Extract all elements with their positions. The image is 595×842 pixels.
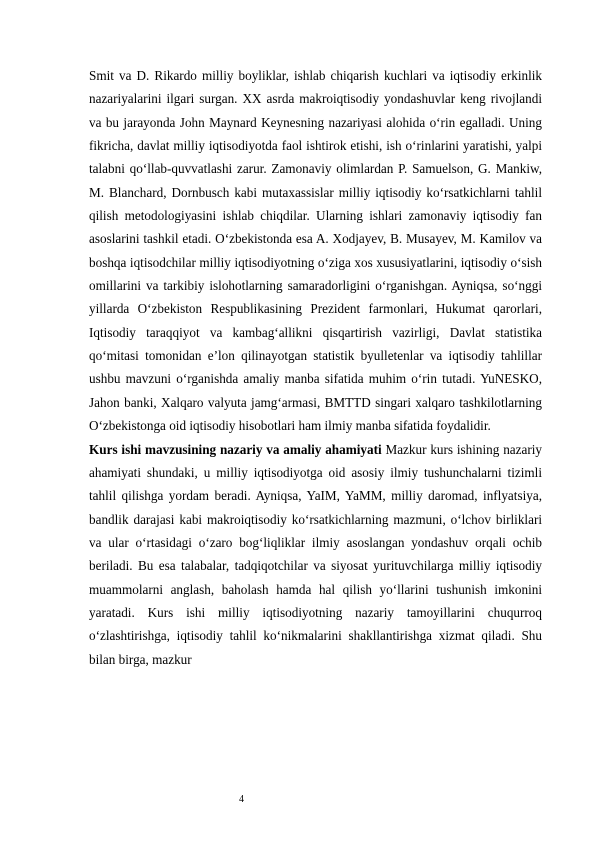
page-number: 4 (239, 794, 244, 805)
section-paragraph (89, 438, 542, 671)
document-page (89, 64, 542, 671)
section-heading: Kurs ishi mavzusining nazariy va amaliy ahamiyati (89, 441, 382, 457)
section-paragraph-text: Mazkur kurs ishining nazariy ahamiyati shundaki, u milliy iqtisodiyotga oid asosiy ilmiy tushunchalarni tizimli tahlil qilishga yordam beradi. Ayniqsa, YaIM, YaMM, milliy daromad, inflyatsiya, bandlik darajasi kabi makroiqtisodiy ko‘rsatkichlarning mazmuni, o‘lchov birliklari va ular o‘rtasidagi o‘zaro bog‘liqliklar ilmiy asoslangan yondashuv orqali ochib beriladi. Bu esa talabalar, tadqiqotchilar va siyosat yurituvchilarga milliy iqtisodiy muammolarni anglash, baholash hamda hal qilish yo‘llarini tushunish imkonini yaratadi. Kurs ishi milliy iqtisodiyotning nazariy tamoyillarini chuqurroq o‘zlashtirishga, iqtisodiy tahlil ko‘nikmalarini shakllantirishga xizmat qiladi. Shu bilan birga, mazkur (89, 441, 542, 667)
body-paragraph: Smit va D. Rikardo milliy boyliklar, ishlab chiqarish kuchlari va iqtisodiy erkinlik nazariyalarini ilgari surgan. XX asrda makroiqtisodiy yondashuvlar keng rivojlandi va bu jarayonda John Maynard Keynesning nazariyasi alohida o‘rin egalladi. Uning fikricha, davlat milliy iqtisodiyotda faol ishtirok etishi, ish o‘rinlarini yaratishi, yalpi talabni qo‘llab-quvvatlashi zarur. Zamonaviy olimlardan P. Samuelson, G. Mankiw, M. Blanchard, Dornbusch kabi mutaxassislar milliy iqtisodiy ko‘rsatkichlarni tahlil qilish metodologiyasini ishlab chiqdilar. Ularning ishlari zamonaviy iqtisodiy fan asoslarini tashkil etadi. O‘zbekistonda esa A. Xodjayev, B. Musayev, M. Kamilov va boshqa iqtisodchilar milliy iqtisodiyotning o‘ziga xos xususiyatlarini, iqtisodiy o‘sish omillarini va tarkibiy islohotlarning samaradorligini o‘rganishgan. Ayniqsa, so‘nggi yillarda O‘zbekiston Respublikasining Prezident farmonlari, Hukumat qarorlari, Iqtisodiy taraqqiyot va kambag‘allikni qisqartirish vazirligi, Davlat statistika qo‘mitasi tomonidan e’lon qilinayotgan statistik byulletenlar va iqtisodiy tahlillar ushbu mavzuni o‘rganishda amaliy manba sifatida muhim o‘rin tutadi. YuNESKO, Jahon banki, Xalqaro valyuta jamg‘armasi, BMTTD singari xalqaro tashkilotlarning O‘zbekistonga oid iqtisodiy hisobotlari ham ilmiy manba sifatida foydalidir. (89, 68, 542, 434)
